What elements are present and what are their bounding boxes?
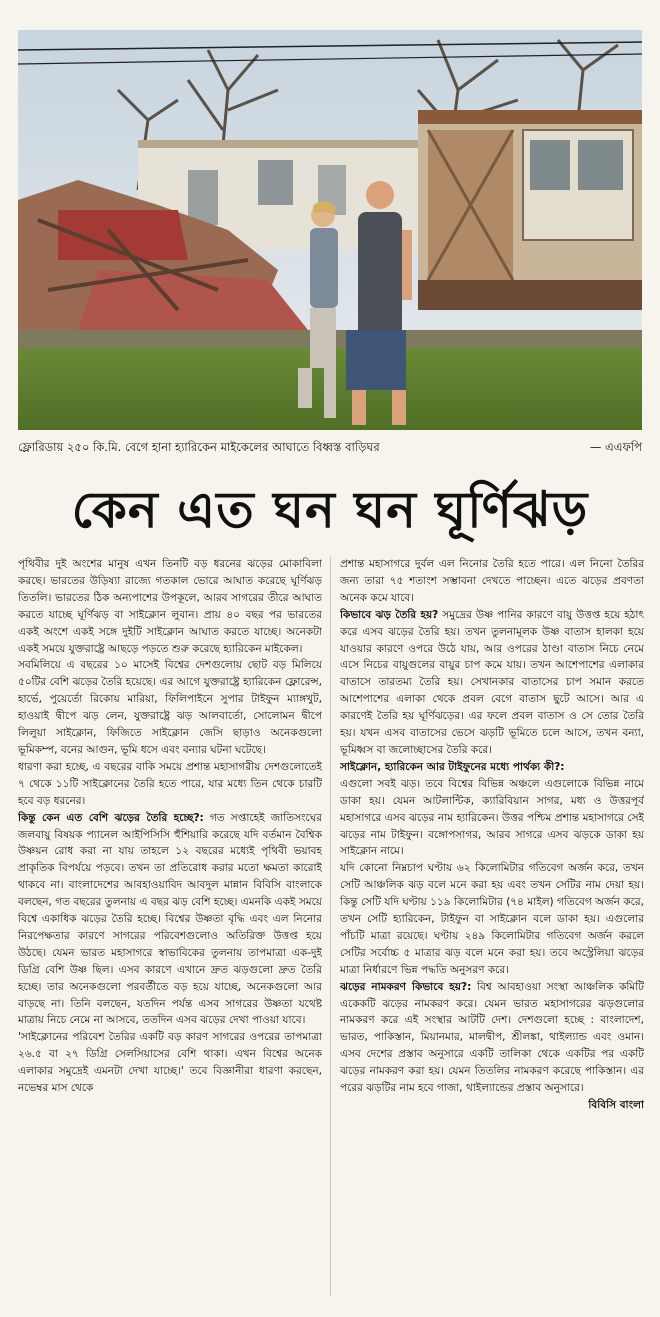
hurricane-damage-photo	[18, 30, 642, 430]
photo-caption-row	[18, 437, 642, 457]
article-headline: কেন এত ঘন ঘন ঘূর্ণিঝড়	[71, 480, 589, 539]
paragraph: এগুলো সবই ঝড়। তবে বিশ্বের বিভিন্ন অঞ্চলে এগুলোকে বিভিন্ন নামে ডাকা হয়। যেমন আটলান্টিক, ক্যারিবিয়ান সাগর, মধ্য ও উত্তরপূর্ব মহাসাগরে এসব ঝড়ের নাম হ্যারিকেন। উত্তর পশ্চিম প্রশান্ত মহাসাগরে সেই ঝড়ের নাম টাইফুন। বঙ্গোপসাগর, আরব সাগরে এসব ঝড়কে ডাকা হয় সাইক্লোন নামে।	[340, 777, 644, 858]
paragraph-with-subhead	[340, 979, 644, 1097]
paragraph: সবমিলিয়ে এ বছরের ১০ মাসেই বিশ্বের দেশগুলোয় ছোট বড় মিলিয়ে ৫০টির বেশি ঝড়ের তৈরি হয়েছে। এর আগে যুক্তরাষ্ট্রে হ্যারিকেন ফ্লোরেন্স, হার্ভে, পুয়ের্তো রিকোয় মারিয়া, ফিলিপাইনে সুপার টাইফুন ম্যাঙ্গখুট, হাওয়াই দ্বীপে ঝড় লেন, যুক্তরাষ্ট্রে ঝড় আলবার্তো, সোলোমন দ্বীপে লিলুয়া সাইক্লোন, ফিজিতে সাইক্লোন জেসি ছাড়াও অনেকগুলো ভূমিকম্প, বনের আগুন, ভূমি ধসে এবং বন্যার ঘটনা ঘটেছে।	[18, 659, 322, 756]
paragraph: যদি কোনো নিম্নচাপ ঘণ্টায় ৬২ কিলোমিটার গতিবেগ অর্জন করে, তখন সেটি আঞ্চলিক ঝড় বলে মনে করা হয় এবং তখন সেটির নাম দেয়া হয়। কিন্তু সেটি যদি ঘণ্টায় ১১৯ কিলোমিটার (৭৪ মাইল) গতিবেগ অর্জন করে, তখন সেটি হ্যারিকেন, টাইফুন বা সাইক্লোন বলে ডাকা হয়। এগুলোর পাঁচটি মাত্রা রয়েছে। ঘণ্টায় ২৪৯ কিলোমিটার গতিবেগ অর্জন করলে সেটির সর্বোচ্চ ৫ মাত্রার ঝড় বলে মনে করা হয়। তবে অস্ট্রেলিয়া ঝড়ের মাত্রা নির্ধারণে ভিন্ন পদ্ধতি অনুসরণ করে।	[340, 862, 644, 976]
article-column-left	[18, 556, 322, 1304]
paragraph: পৃথিবীর দুই অংশের মানুষ এখন তিনটি বড় ধরনের ঝড়ের মোকাবিলা করছে। ভারতের উড়িষ্যা রাজ্যে গতকাল ভোরে আঘাত করেছে ঘূর্ণিঝড় তিতলি। ভারতের ঠিক অন্যপাশের উপকূলে, আরব সাগরের তীরে আঘাত করতে যাচ্ছে ঘূর্ণিঝড় বা সাইক্লোন লুবান। প্রায় ৪০ বছর পর ভারতের একই অংশে একই সঙ্গে দুইটি সাইক্লোন আঘাত করতে যাচ্ছে। অনেকটা একই সময়ে যুক্তরাষ্ট্রে আছড়ে পড়তে শুরু করেছে হ্যারিকেন মাইকেল।	[18, 558, 322, 655]
paragraph: ধারণা করা হচ্ছে, এ বছরের বাকি সময়ে প্রশান্ত মহাসাগরীয় দেশগুলোতেই ৭ থেকে ১১টি সাইক্লোনের তৈরি হতে পারে, যার মধ্যে তিন থেকে চারটি হবে বড় ধরনের।	[18, 760, 322, 807]
subheading: কিভাবে ঝড় তৈরি হয়?	[340, 608, 439, 621]
subheading: সাইক্লোন, হ্যারিকেন আর টাইফুনের মধ্যে পার্থক্য কী?:	[340, 760, 565, 773]
photo-credit: — এএফপি	[589, 440, 642, 454]
paragraph-text: সমুদ্রের উষ্ণ পানির কারণে বায়ু উত্তপ্ত হয়ে হঠাৎ করে এসব ঝড়ের তৈরি হয়। তখন তুলনামূলক উষ্ণ বাতাস হালকা হয়ে যাওয়ার কারণে ওপরে উঠে যায়, আর ওপরের ঠাণ্ডা বাতাস নিচে নেমে এসে নিচের বায়ুগুলের বায়ুর চাপ কমে যায়। তখন আশেপাশের এলাকার বাতাসে তারতম্য তৈরি হয়। সেখানকার বাতাসের চাপ সমান করতে আশেপাশের এলাকা থেকে প্রবল বেগে বাতাস ছুটে আসে। আর এ কারণেই তৈরি হয় ঘূর্ণিঝড়ের। এর ফলে প্রবল বাতাস ও সে তাের তৈরি হয়। যখন এসব বাতাসের ভেসে ঝড়টি ভূমিতে চলে আসে, তখন বন্যা, ভূমিধ্বস বা জলোচ্ছাসের তৈরি করে।	[340, 608, 644, 756]
paragraph-text: গত সপ্তাহেই জাতিসংঘের জলবায়ু বিষয়ক প্যানেল আইপিসিসি হুঁশিয়ারি করেছে যদি বর্তমান বৈশ্বিক উষ্ণয়ন রোধ করা না যায় তাহলে ১২ বছরের মধ্যেই পৃথিবী ভয়াবহ প্রাকৃতিক বিপর্যয়ে পড়বে। তখন তা প্রতিরোধ করার মতো ক্ষমতা কারোই থাকবে না। বাংলাদেশের আবহাওয়াবিদ আবদুল মান্নান বিবিসি বাংলাকে বলছেন, গত বছরের তুলনায় এ বছর ঝড় বেশি হচ্ছে। এমনকি একই সময়ে বিশ্বে একাধিক ঝড়ের তৈরি হচ্ছে। বিশ্বের উষ্ণতা বৃদ্ধি এবং এল নিনোর নিরপেক্ষতার কারণে সাগরের পরিবেশগুলোও অতিরিক্ত উত্তপ্ত হয়ে উঠছে। যেমন ভারত মহাসাগরে স্বাভাবিকের তুলনায় তাপমাত্রা এক-দুই ডিগ্রি বেশি উষ্ণ ছিল। এসব কারণে এখানে দ্রুত ঝড়গুলো দ্রুত তৈরি হচ্ছে। তার অনেকগুলো পরবর্তীতে বড় হয়ে যাচ্ছে, অনেকগুলো আর বাড়ছে না। তিনি বলছেন, যতদিন পর্যন্ত এসব সাগরের উষ্ণতা যথেষ্ট মাত্রায় নিচে নেমে না আসবে, ততদিন এসব ঝড়ের দেখা পাওয়া যাবে।	[18, 811, 322, 1027]
byline: বিবিসি বাংলা	[588, 1099, 644, 1111]
paragraph-with-subhead	[18, 810, 322, 1030]
paragraph-with-subhead	[340, 607, 644, 759]
paragraph: 'সাইক্লোনের পরিবেশ তৈরির একটি বড় কারণ সাগরের ওপরের তাপমাত্রা ২৬.৫ বা ২৭ ডিগ্রি সেলসিয়াসের বেশি থাকা। এখন বিশ্বের অনেক এলাকার সমুদ্রেই এমনটা দেখা যাচ্ছে।' তবে বিজ্ঞানীরা ধারণা করছেন, নভেম্বর মাস থেকে	[18, 1031, 322, 1095]
subheading: ঝড়ের নামকরণ কিভাবে হয়?:	[340, 980, 472, 993]
paragraph: প্রশান্ত মহাসাগরে দুর্বল এল নিনোর তৈরি হতে পারে। এল নিনো তৈরির জন্য তারা ৭৫ শতাংশ সম্ভাবনা দেখতে পাচ্ছেন। এতে ঝড়ের প্রবণতা অনেক কমে যাবে।	[340, 558, 644, 604]
paragraph-text: বিশ্ব আবহাওয়া সংস্থা আঞ্চলিক কমিটি একেকটি ঝড়ের নামকরণ করে। যেমন ভারত মহাসাগরের ঝড়গুলোর নামকরণ করে এই সংস্থার আটটি দেশ। দেশগুলো হচ্ছে : বাংলাদেশ, ভারত, পাকিস্তান, মিয়ানমার, মালদ্বীপ, শ্রীলঙ্কা, থাইল্যান্ড এবং ওমান। এসব দেশের প্রস্তাব অনুসারে একটি তালিকা থেকে একটির পর একটি ঝড়ের নামকরণ করা হয়। যেমন তিতলির নামকরণ করেছে পাকিস্তান। এর পরের ঝড়টির নাম হবে গাজা, থাইল্যান্ডের প্রস্তাব অনুসারে।	[340, 980, 644, 1095]
subheading: কিন্তু কেন এত বেশি ঝড়ের তৈরি হচ্ছে?:	[18, 811, 204, 824]
article-column-right	[340, 556, 644, 1304]
photo-caption: ফ্লোরিডায় ২৫০ কি.মি. বেগে হানা হ্যারিকেন মাইকেলের আঘাতে বিধ্বস্ত বাড়িঘর	[18, 440, 380, 454]
news-photo	[18, 30, 642, 430]
column-divider	[330, 556, 331, 1296]
